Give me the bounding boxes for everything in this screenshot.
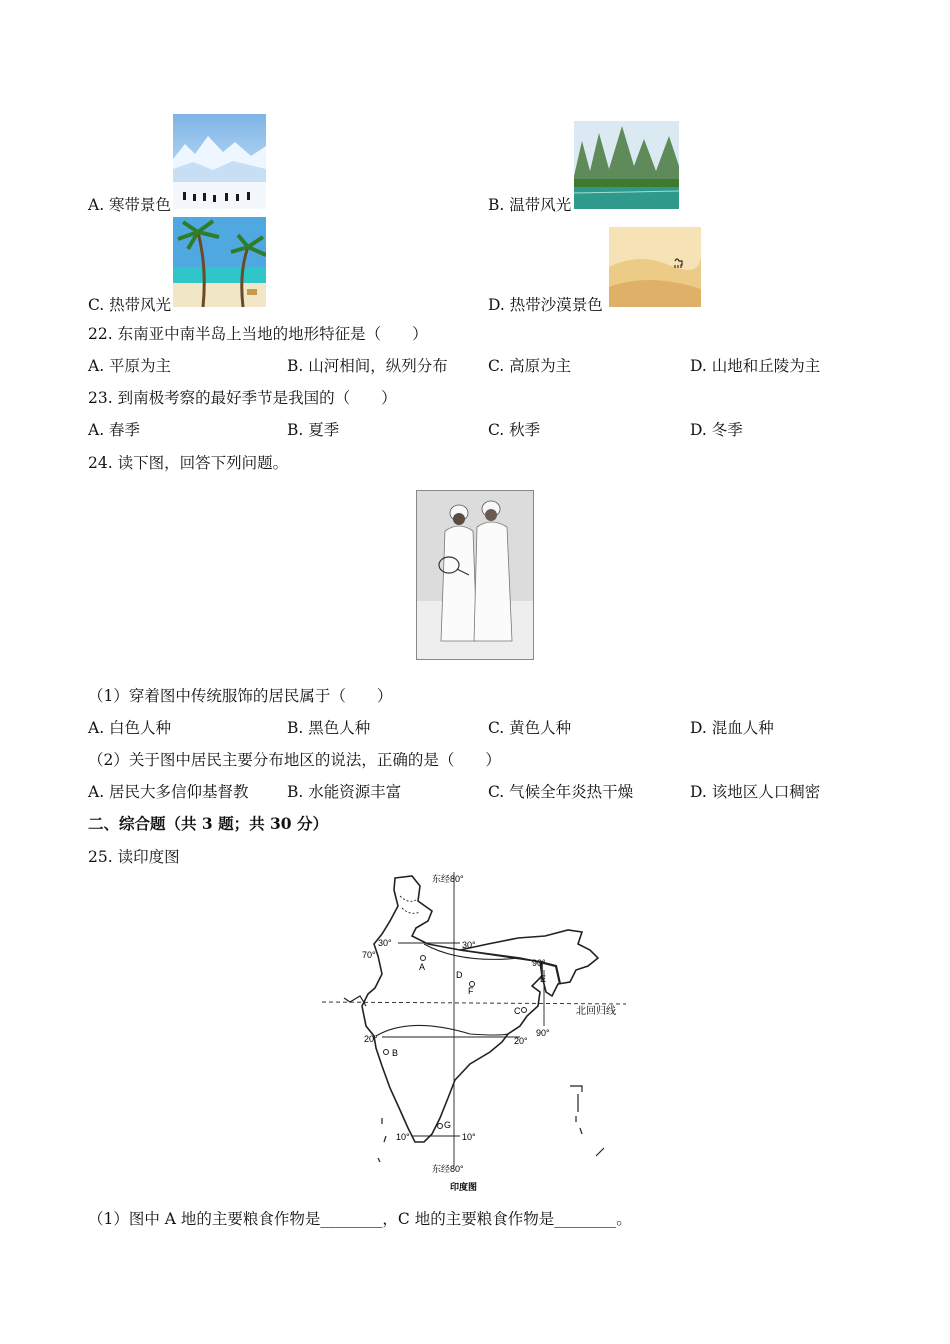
option-22-b: B. 山河相间，纵列分布 xyxy=(287,357,448,375)
question-22-stem: 22. 东南亚中南半岛上当地的地形特征是（ ） xyxy=(88,325,428,343)
option-23-b: B. 夏季 xyxy=(287,421,340,439)
option-24-1-c: C. 黄色人种 xyxy=(488,719,572,737)
option-24-2-b: B. 水能资源丰富 xyxy=(287,783,402,801)
map-label-lon-top: 东经80° xyxy=(432,874,464,884)
map-point-g: G xyxy=(444,1120,452,1130)
option-21-b: B. 温带风光 xyxy=(488,196,572,214)
map-label-lat20-right: 20° xyxy=(514,1036,528,1046)
option-21-c: C. 热带风光 xyxy=(88,296,172,314)
map-label-tropic: 北回归线 xyxy=(576,1006,616,1017)
polar-landscape-image xyxy=(173,114,266,209)
map-label-lon90-bottom: 90° xyxy=(536,1028,550,1038)
map-point-e: E xyxy=(540,974,547,984)
map-point-f: F xyxy=(468,986,474,996)
question-24-2-stem: （2）关于图中居民主要分布地区的说法，正确的是（ ） xyxy=(88,751,501,769)
map-label-lon90-top: 90° xyxy=(532,958,546,968)
option-21-d: D. 热带沙漠景色 xyxy=(488,296,603,314)
option-23-d: D. 冬季 xyxy=(690,421,743,439)
question-24-stem: 24. 读下图，回答下列问题。 xyxy=(88,454,289,472)
map-point-b: B xyxy=(392,1048,399,1058)
arab-residents-photo xyxy=(416,490,534,660)
map-point-a: A xyxy=(419,962,426,972)
map-label-lat10-right: 10° xyxy=(462,1132,476,1142)
map-label-lat30-left: 30° xyxy=(378,938,392,948)
question-24-1-stem: （1）穿着图中传统服饰的居民属于（ ） xyxy=(88,687,393,705)
map-label-lat20-left: 20° xyxy=(364,1034,378,1044)
option-23-a: A. 春季 xyxy=(88,421,141,439)
option-22-c: C. 高原为主 xyxy=(488,357,572,375)
option-22-d: D. 山地和丘陵为主 xyxy=(690,357,821,375)
map-point-c: C xyxy=(514,1006,521,1016)
map-caption: 印度图 xyxy=(450,1182,478,1192)
option-24-1-a: A. 白色人种 xyxy=(88,719,172,737)
question-25-stem: 25. 读印度图 xyxy=(88,848,180,866)
option-24-2-a: A. 居民大多信仰基督教 xyxy=(88,783,249,801)
question-25-1-stem: （1）图中 A 地的主要粮食作物是________，C 地的主要粮食作物是________。 xyxy=(88,1210,632,1228)
option-22-a: A. 平原为主 xyxy=(88,357,172,375)
map-label-lat10-left: 10° xyxy=(396,1132,410,1142)
india-map xyxy=(320,866,630,1196)
desert-landscape-image xyxy=(609,227,701,307)
option-24-2-d: D. 该地区人口稠密 xyxy=(690,783,821,801)
option-23-c: C. 秋季 xyxy=(488,421,541,439)
map-label-lat30-right: 30° xyxy=(462,940,476,950)
temperate-landscape-image xyxy=(574,121,679,209)
option-21-a: A. 寒带景色 xyxy=(88,196,172,214)
map-label-lon70: 70° xyxy=(362,950,376,960)
map-label-lon-bottom: 东经80° xyxy=(432,1164,464,1174)
question-23-stem: 23. 到南极考察的最好季节是我国的（ ） xyxy=(88,389,397,407)
map-point-d: D xyxy=(456,970,463,980)
option-24-2-c: C. 气候全年炎热干燥 xyxy=(488,783,634,801)
tropical-beach-image xyxy=(173,217,266,307)
option-24-1-d: D. 混血人种 xyxy=(690,719,774,737)
option-24-1-b: B. 黑色人种 xyxy=(287,719,371,737)
section-2-heading: 二、综合题（共 3 题；共 30 分） xyxy=(88,814,328,833)
